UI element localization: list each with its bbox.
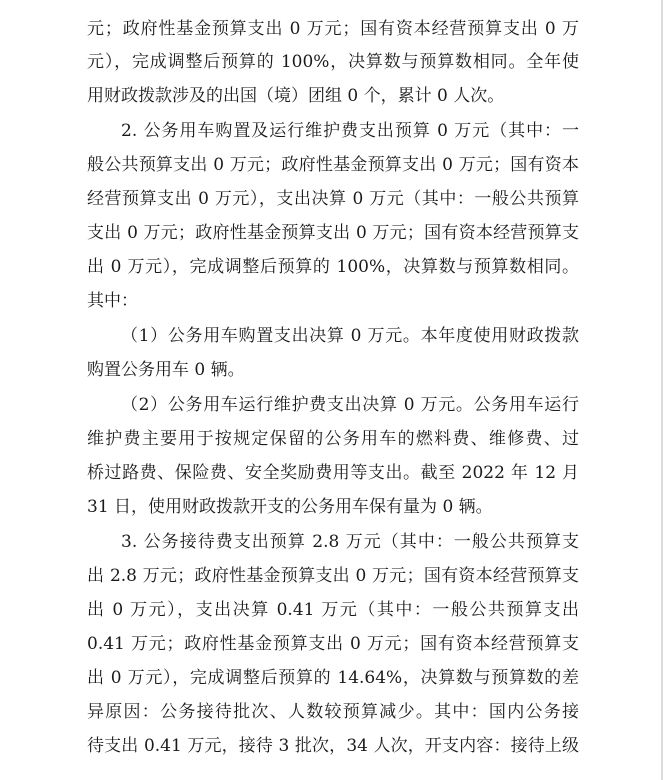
text-line: 维护费主要用于按规定保留的公务用车的燃料费、维修费、过	[87, 429, 579, 449]
subsection-heading-maintenance: （2）公务用车运行维护费支出决算 0 万元。公务用车运行	[121, 395, 579, 415]
text-line: 异原因：公务接待批次、人数较预算减少。其中：国内公务接	[87, 702, 579, 722]
section-heading-vehicle: 2. 公务用车购置及运行维护费支出预算 0 万元（其中：一	[121, 121, 579, 141]
text-line: 用财政拨款涉及的出国（境）团组 0 个，累计 0 人次。	[87, 86, 505, 106]
text-line: 31 日，使用财政拨款开支的公务用车保有量为 0 辆。	[87, 497, 493, 517]
text-line: 出 0 万元），完成调整后预算的 14.64%，决算数与预算数的差	[87, 668, 579, 688]
text-line: 元），完成调整后预算的 100%，决算数与预算数相同。全年使	[87, 52, 579, 72]
text-line: 待支出 0.41 万元，接待 3 批次，34 人次，开支内容：接待上级	[87, 736, 579, 756]
text-line: 经营预算支出 0 万元），支出决算 0 万元（其中：一般公共预算	[87, 189, 579, 209]
text-line: 出 0 万元），完成调整后预算的 100%，决算数与预算数相同。	[87, 257, 579, 277]
text-line: 桥过路费、保险费、安全奖励费用等支出。截至 2022 年 12 月	[87, 463, 579, 483]
text-line: 般公共预算支出 0 万元；政府性基金预算支出 0 万元；国有资本	[87, 155, 579, 175]
text-line: 0.41 万元；政府性基金预算支出 0 万元；国有资本经营预算支	[87, 634, 579, 654]
section-heading-reception: 3. 公务接待费支出预算 2.8 万元（其中：一般公共预算支	[121, 532, 579, 552]
text-line: 出 2.8 万元；政府性基金预算支出 0 万元；国有资本经营预算支	[87, 566, 579, 586]
text-line: 出 0 万元），支出决算 0.41 万元（其中：一般公共预算支出	[87, 600, 579, 620]
text-line: 购置公务用车 0 辆。	[87, 360, 245, 380]
subsection-heading-purchase: （1）公务用车购置支出决算 0 万元。本年度使用财政拨款	[121, 326, 579, 346]
text-line: 元；政府性基金预算支出 0 万元；国有资本经营预算支出 0 万	[87, 19, 579, 39]
text-line: 其中：	[87, 291, 138, 311]
text-line: 支出 0 万元；政府性基金预算支出 0 万元；国有资本经营预算支	[87, 223, 579, 243]
